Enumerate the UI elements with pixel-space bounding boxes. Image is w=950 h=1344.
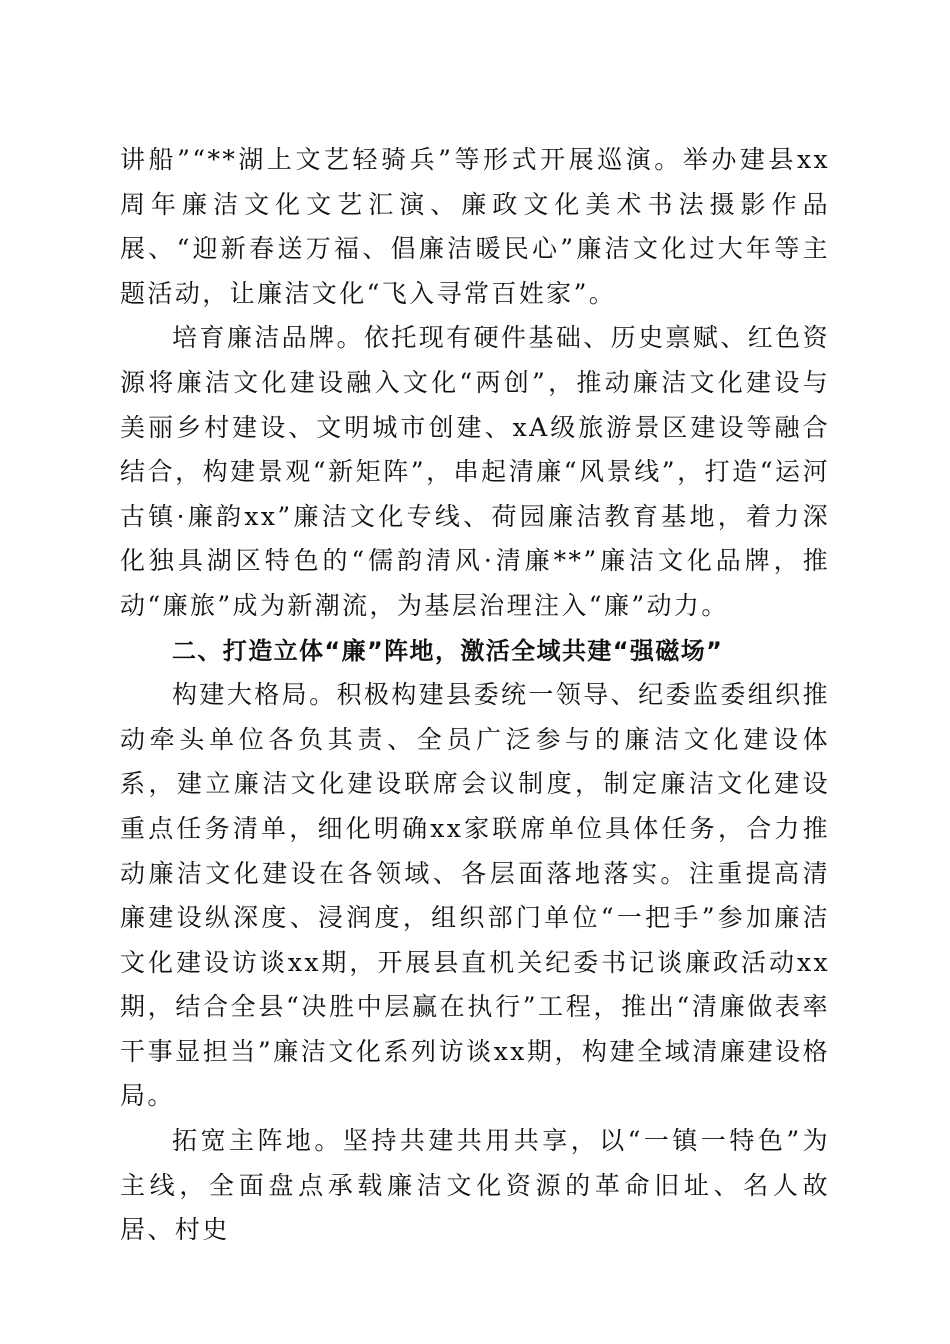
section-heading: 二、打造立体“廉”阵地，激活全域共建“强磁场” — [172, 636, 724, 665]
paragraph-positions: 拓宽主阵地。坚持共建共用共享，以“一镇一特色”为主线，全面盘点承载廉洁文化资源的革命旧址、名人故居、村史 — [120, 1126, 830, 1245]
document-body — [120, 138, 830, 1253]
paragraph-framework: 构建大格局。积极构建县委统一领导、纪委监委组织推动牵头单位各负其责、全员广泛参与的廉洁文化建设体系，建立廉洁文化建设联席会议制度，制定廉洁文化建设重点任务清单，细化明确xx家联席单位具体任务，合力推动廉洁文化建设在各领域、各层面落地落实。注重提高清廉建设纵深度、浸润度，组织部门单位“一把手”参加廉洁文化建设访谈xx期，开展县直机关纪委书记谈廉政活动xx期，结合全县“决胜中层赢在执行”工程，推出“清廉做表率干事显担当”廉洁文化系列访谈xx期，构建全域清廉建设格局。 — [120, 680, 830, 1111]
paragraph-brand: 培育廉洁品牌。依托现有硬件基础、历史禀赋、红色资源将廉洁文化建设融入文化“两创”，推动廉洁文化建设与美丽乡村建设、文明城市创建、xA级旅游景区建设等融合结合，构建景观“新矩阵”，串起清廉“风景线”，打造“运河古镇·廉韵xx”廉洁文化专线、荷园廉洁教育基地，着力深化独具湖区特色的“儒韵清风·清廉**”廉洁文化品牌，推动“廉旅”成为新潮流，为基层治理注入“廉”动力。 — [120, 323, 830, 620]
paragraph-continuation: 讲船”“**湖上文艺轻骑兵”等形式开展巡演。举办建县xx周年廉洁文化文艺汇演、廉政文化美术书法摄影作品展、“迎新春送万福、倡廉洁暖民心”廉洁文化过大年等主题活动，让廉洁文化“飞入寻常百姓家”。 — [120, 145, 830, 308]
